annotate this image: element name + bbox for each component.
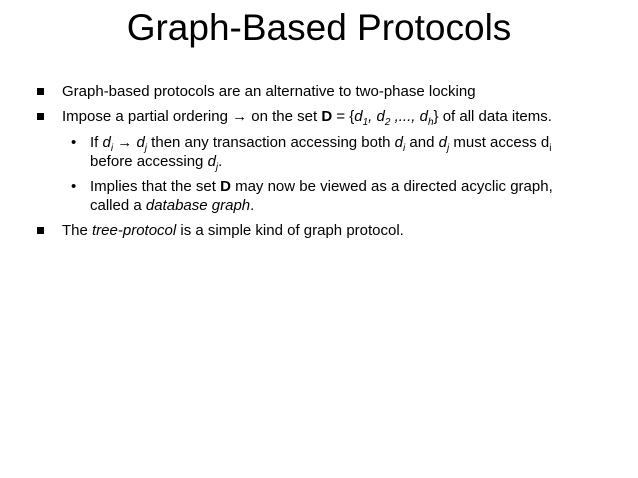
var-d: d (102, 134, 111, 151)
sub-j: j (446, 143, 450, 154)
bullet-text: Graph-based protocols are an alternative to two-phase locking (62, 83, 476, 100)
ellipsis: ,..., (390, 108, 420, 125)
sub-i: i (110, 143, 114, 154)
text: . (218, 153, 223, 170)
text: on the set (247, 108, 322, 125)
var-d: d (136, 134, 145, 151)
var-d: d (419, 108, 428, 125)
square-bullet-icon (37, 88, 44, 95)
bullet-tree-protocol (37, 221, 627, 240)
text: The (62, 222, 93, 239)
bullet-partial-ordering (37, 107, 627, 126)
set-name: D (220, 178, 231, 195)
sub-j: j (144, 143, 148, 154)
text: may now be viewed as a directed acyclic graph, (230, 178, 553, 195)
round-bullet-icon: • (71, 134, 77, 151)
emphasis: tree-protocol (92, 222, 177, 239)
text: is a simple kind of graph protocol. (176, 222, 404, 239)
text: Impose a partial ordering (62, 108, 233, 125)
arrow: → (113, 134, 137, 151)
sub-i: i (403, 143, 406, 154)
text: called a (90, 197, 146, 214)
slide-title: Graph-Based Protocols (126, 7, 512, 48)
text: = { (332, 108, 355, 125)
square-bullet-icon (37, 113, 44, 120)
text: then any transaction accessing both (147, 134, 395, 151)
subbullet-dag (37, 177, 627, 215)
round-bullet-icon: • (71, 178, 77, 195)
sub-i: i (549, 143, 552, 154)
set-name: D (321, 108, 333, 125)
slide-content (37, 82, 627, 240)
sub-h: h (427, 117, 434, 128)
square-bullet-icon (37, 227, 44, 234)
var-d: d (207, 153, 216, 170)
comma: , (368, 108, 377, 125)
text: If (90, 134, 103, 151)
var-d: d (376, 108, 385, 125)
sub-2: 2 (384, 117, 391, 128)
text: must access d (449, 134, 550, 151)
sub-j: j (215, 162, 219, 173)
text: Implies that the set (90, 178, 221, 195)
text: . (250, 197, 255, 214)
text: and (405, 134, 439, 151)
text: } of all data items. (433, 108, 552, 125)
var-d: d (394, 134, 404, 151)
text: before accessing (90, 153, 208, 170)
var-d: d (438, 134, 447, 151)
var-d: d (354, 108, 363, 125)
emphasis: database graph (145, 197, 251, 214)
sub-1: 1 (362, 117, 369, 128)
arrow: → (232, 108, 248, 125)
subbullet-if-di-dj (37, 133, 627, 171)
bullet-graph-protocols (37, 82, 627, 101)
